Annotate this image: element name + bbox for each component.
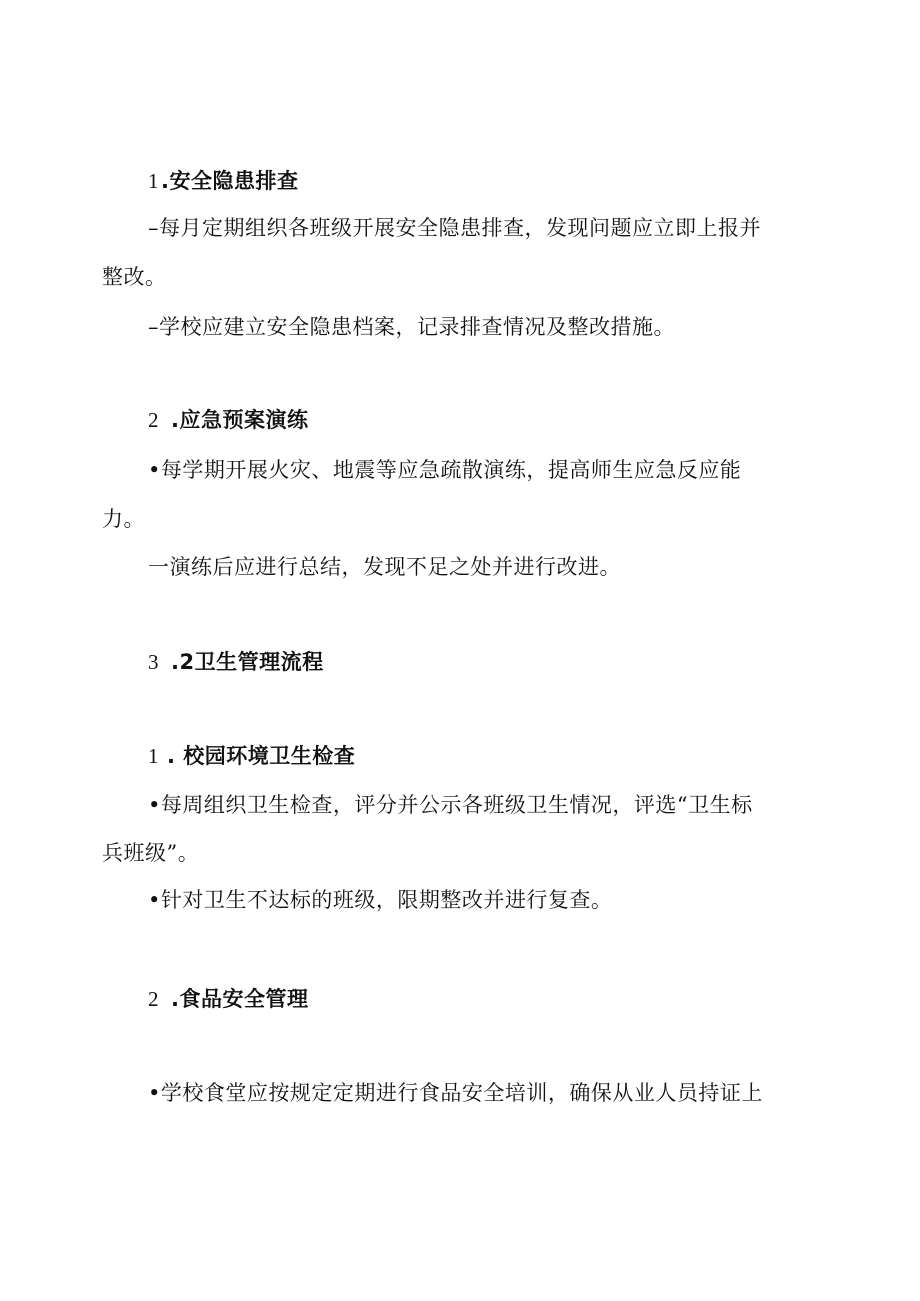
section-title: .食品安全管理	[171, 987, 309, 1011]
section-number: 2	[148, 408, 159, 432]
paragraph-line: –每月定期组织各班级开展安全隐患排查，发现问题应立即上报并	[148, 216, 761, 240]
paragraph-line: 兵班级”。	[102, 841, 200, 865]
section-heading	[148, 166, 298, 196]
section-heading	[148, 984, 308, 1014]
section-title: .应急预案演练	[171, 408, 309, 432]
paragraph-line: 一演练后应进行总结，发现不足之处并进行改进。	[148, 555, 621, 579]
section-title: . 校园环境卫生检查	[167, 744, 356, 768]
section-number: 3	[148, 650, 159, 674]
section-number: 1	[148, 169, 159, 193]
paragraph-line: •每周组织卫生检查，评分并公示各班级卫生情况，评选“卫生标	[148, 793, 753, 817]
section-title: .2卫生管理流程	[171, 650, 324, 674]
section-title: .安全隐患排查	[161, 169, 299, 193]
paragraph-line: 整改。	[102, 265, 167, 289]
section-heading	[148, 405, 308, 435]
section-heading	[148, 647, 324, 677]
section-number: 1	[148, 744, 159, 768]
paragraph-line: •针对卫生不达标的班级，限期整改并进行复查。	[148, 888, 613, 912]
paragraph-line: 力。	[102, 507, 145, 531]
paragraph-line: –学校应建立安全隐患档案，记录排查情况及整改措施。	[148, 315, 675, 339]
section-number: 2	[148, 987, 159, 1011]
paragraph-line: •每学期开展火灾、地震等应急疏散演练，提高师生应急反应能	[148, 458, 742, 482]
section-heading	[148, 741, 355, 771]
paragraph-line: •学校食堂应按规定定期进行食品安全培训，确保从业人员持证上	[148, 1081, 763, 1105]
